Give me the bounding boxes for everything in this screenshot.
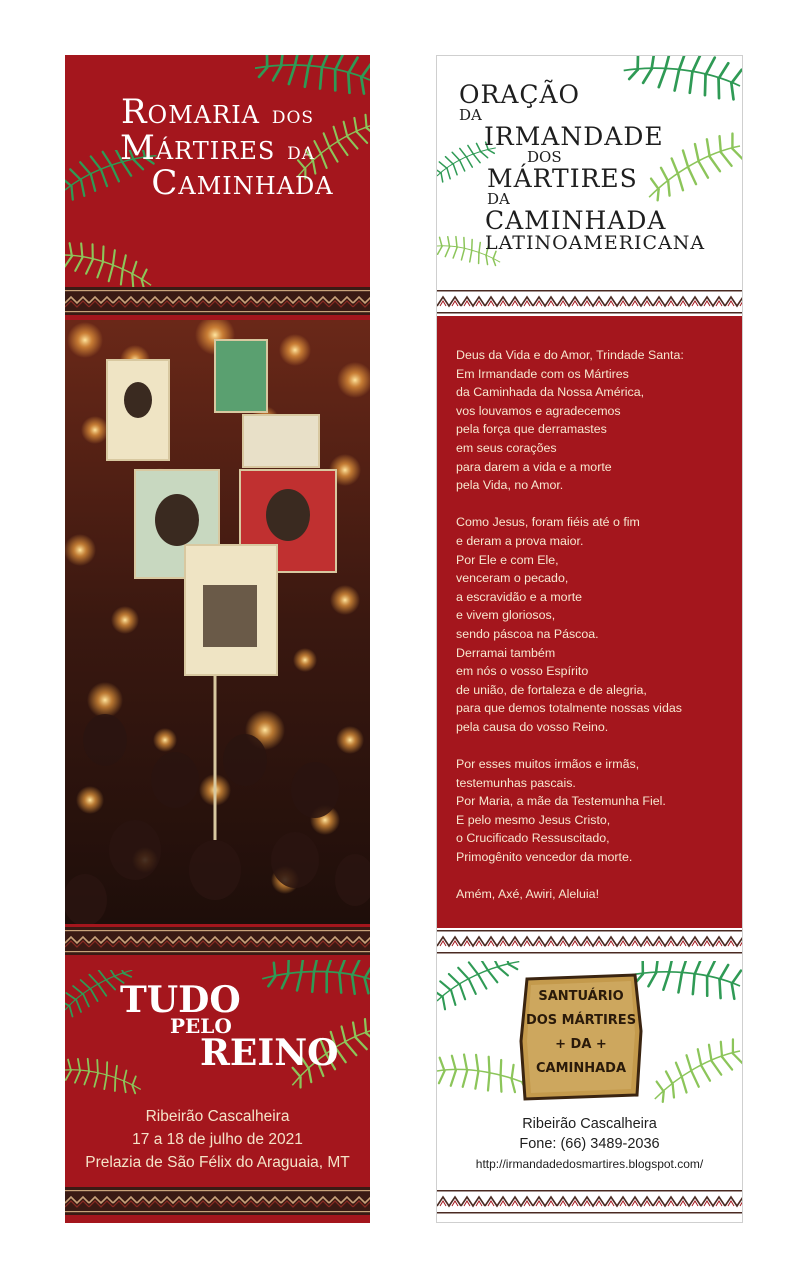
prayer-line: da Caminhada da Nossa América,: [456, 385, 645, 400]
prayer-line: Por Maria, a mãe da Testemunha Fiel.: [456, 794, 666, 809]
title-irmandade: IRMANDADE: [484, 122, 664, 151]
prayer-text: [456, 346, 684, 922]
prayer-paragraph: [456, 755, 684, 867]
prayer-line: Como Jesus, foram fiéis até o fim: [456, 515, 640, 530]
prayer-line: em seus corações: [456, 440, 557, 455]
prayer-line: pela força que derramastes: [456, 422, 607, 437]
contact-info: [437, 1114, 742, 1174]
event-prelazia: Prelazia de São Félix do Araguaia, MT: [85, 1154, 350, 1171]
prayer-line: de união, de fortaleza e de alegria,: [456, 682, 647, 697]
prayer-line: para que demos totalmente nossas vidas: [456, 701, 682, 716]
pattern-band: [65, 287, 370, 315]
prayer-panel: [437, 316, 742, 928]
slogan-pelo: PELO: [170, 1014, 232, 1039]
prayer-line: testemunhas pascais.: [456, 775, 576, 790]
title-line2: Mártires: [119, 127, 276, 168]
event-dates: 17 a 18 de julho de 2021: [132, 1131, 303, 1148]
prayer-paragraph: [456, 513, 684, 736]
pattern-band: [65, 927, 370, 955]
event-city: Ribeirão Cascalheira: [145, 1108, 290, 1125]
title-line1-small: dos: [271, 101, 315, 129]
title-line1: Romaria: [120, 92, 261, 132]
event-info: [65, 1105, 370, 1174]
candlelight-procession-photo: [65, 320, 370, 924]
tudo-pelo-reino-slogan: [120, 979, 339, 1075]
title-latinoamericana: LATINOAMERICANA: [485, 232, 706, 255]
plaque-line: DOS MÁRTIRES: [525, 1013, 637, 1028]
prayer-line: E pelo mesmo Jesus Cristo,: [456, 812, 611, 827]
title-line3: Caminhada: [151, 163, 334, 204]
prayer-line: Derramai também: [456, 645, 556, 660]
prayer-line: vos louvamos e agradecemos: [456, 403, 621, 418]
pattern-band: [437, 1188, 742, 1216]
prayer-line: Por esses muitos irmãos e irmãs,: [456, 757, 640, 772]
prayer-line: Por Ele e com Ele,: [456, 552, 559, 567]
title-da-2: DA: [487, 190, 510, 209]
pattern-band: [437, 288, 742, 316]
plaque-line: CAMINHADA: [535, 1061, 627, 1076]
prayer-line: e deram a prova maior.: [456, 533, 584, 548]
prayer-line: sendo páscoa na Páscoa.: [456, 626, 599, 641]
title-martires: MÁRTIRES: [487, 164, 638, 193]
prayer-line: Primogênito vencedor da morte.: [456, 850, 633, 865]
pattern-band: [65, 1187, 370, 1215]
prayer-paragraph: [456, 346, 684, 495]
pattern-band: [437, 928, 742, 956]
prayer-line: e vivem gloriosos,: [456, 608, 556, 623]
prayer-paragraph: [456, 885, 684, 904]
title-dos: DOS: [527, 148, 562, 167]
prayer-line: pela causa do vosso Reino.: [456, 719, 609, 734]
right-bookmark: [436, 55, 743, 1223]
prayer-line: pela Vida, no Amor.: [456, 478, 564, 493]
prayer-line: para darem a vida e a morte: [456, 459, 612, 474]
title-oracao: ORAÇÃO: [459, 80, 581, 109]
prayer-line: Deus da Vida e do Amor, Trindade Santa:: [456, 348, 684, 362]
contact-url-link[interactable]: http://irmandadedosmartires.blogspot.com/: [475, 1157, 704, 1171]
prayer-line: Em Irmandade com os Mártires: [456, 366, 629, 381]
santuario-plaque: [517, 971, 645, 1101]
title-da-1: DA: [459, 106, 482, 125]
prayer-line: em nós o vosso Espírito: [456, 664, 589, 679]
prayer-line: a escravidão e a morte: [456, 589, 583, 604]
left-bookmark: [65, 55, 370, 1223]
plaque-line: SANTUÁRIO: [538, 989, 624, 1004]
slogan-tudo: TUDO: [120, 979, 241, 1021]
plaque-line: + DA +: [555, 1037, 607, 1052]
title-caminhada: CAMINHADA: [485, 206, 667, 235]
contact-phone: Fone: (66) 3489-2036: [519, 1136, 660, 1152]
romaria-title: [65, 92, 370, 204]
prayer-line: Amém, Axé, Awiri, Aleluia!: [456, 887, 600, 902]
title-line2-small: da: [287, 136, 316, 165]
contact-city: Ribeirão Cascalheira: [522, 1116, 657, 1132]
prayer-line: venceram o pecado,: [456, 571, 569, 586]
prayer-title: [459, 82, 705, 254]
slogan-reino: REINO: [200, 1032, 339, 1075]
prayer-line: o Crucificado Ressuscitado,: [456, 831, 610, 846]
